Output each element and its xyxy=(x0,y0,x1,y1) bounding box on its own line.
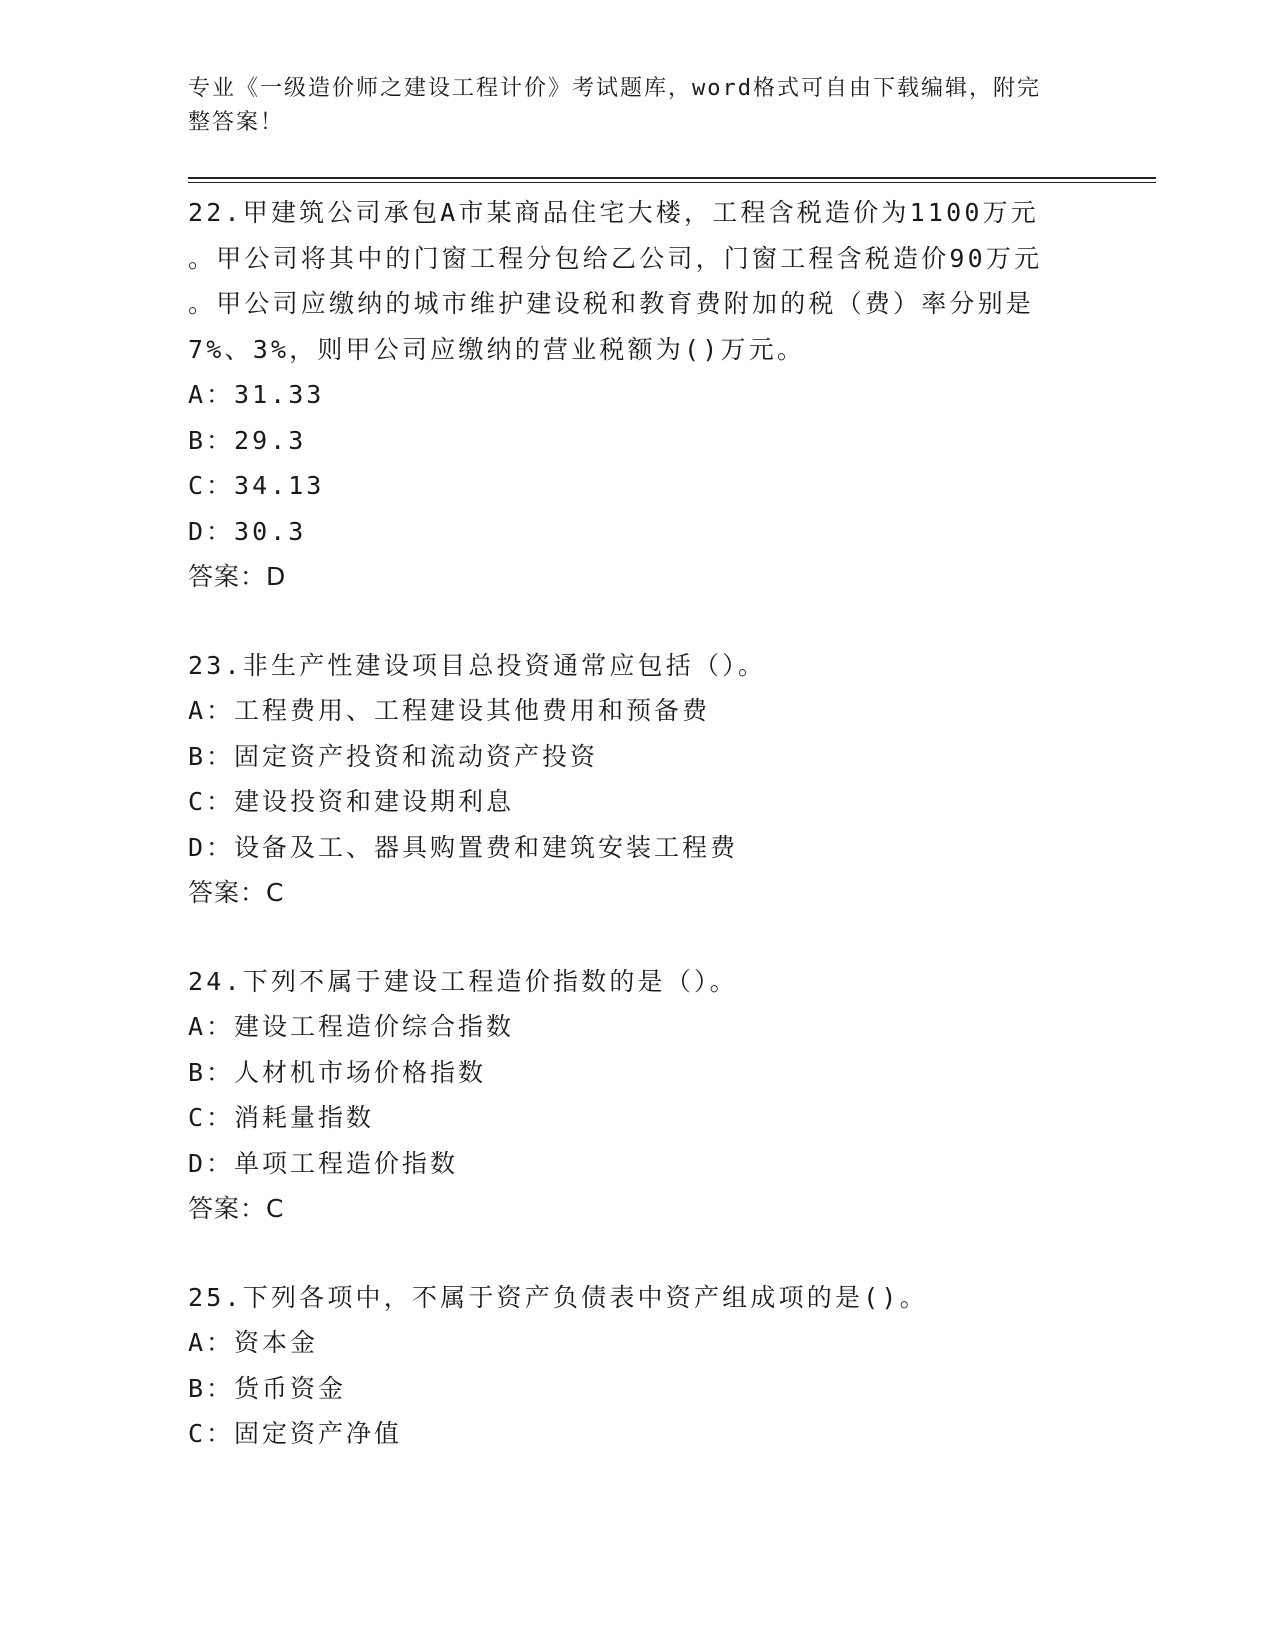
option-b: B：货币资金 xyxy=(188,1373,347,1403)
option-b: B：人材机市场价格指数 xyxy=(188,1057,487,1087)
question-23 xyxy=(188,643,1088,916)
question-25 xyxy=(188,1275,1088,1457)
option-a: A：31.33 xyxy=(188,380,325,409)
question-22 xyxy=(188,190,1088,600)
stem-line: 22.甲建筑公司承包A市某商品住宅大楼，工程含税造价为1100万元 xyxy=(188,198,1040,227)
question-stem xyxy=(188,190,1088,372)
option-a: A：资本金 xyxy=(188,1328,319,1357)
question-stem xyxy=(188,643,1088,689)
option-b: B：29.3 xyxy=(188,425,307,455)
stem-line: 23.非生产性建设项目总投资通常应包括（）。 xyxy=(188,650,767,680)
question-stem xyxy=(188,1275,1088,1321)
stem-line: 7%、3%，则甲公司应缴纳的营业税额为()万元。 xyxy=(188,334,806,364)
header-divider xyxy=(188,177,1156,179)
header-divider-thin xyxy=(188,182,1156,183)
option-b: B：固定资产投资和流动资产投资 xyxy=(188,741,599,771)
answer-text: 答案：C xyxy=(188,1194,285,1223)
option-a: A：建设工程造价综合指数 xyxy=(188,1012,515,1041)
option-c: C：建设投资和建设期利息 xyxy=(188,787,515,816)
header-line: 专业《一级造价师之建设工程计价》考试题库，word格式可自由下载编辑，附完 xyxy=(188,76,1041,101)
stem-line: 。甲公司应缴纳的城市维护建设税和教育费附加的税（费）率分别是 xyxy=(188,289,1035,318)
stem-line: 25.下列各项中，不属于资产负债表中资产组成项的是()。 xyxy=(188,1282,928,1312)
question-24 xyxy=(188,959,1088,1232)
answer-text: 答案：C xyxy=(188,878,285,907)
option-c: C：固定资产净值 xyxy=(188,1419,403,1448)
question-stem xyxy=(188,959,1088,1005)
question-list xyxy=(188,190,1088,1500)
option-a: A：工程费用、工程建设其他费用和预备费 xyxy=(188,696,711,725)
option-d: D：单项工程造价指数 xyxy=(188,1148,459,1178)
stem-line: 。甲公司将其中的门窗工程分包给乙公司，门窗工程含税造价90万元 xyxy=(188,243,1043,273)
header-line: 整答案！ xyxy=(188,110,285,135)
answer-text: 答案：D xyxy=(188,562,287,591)
option-c: C：消耗量指数 xyxy=(188,1103,375,1132)
stem-line: 24.下列不属于建设工程造价指数的是（）。 xyxy=(188,966,738,996)
document-header xyxy=(188,72,1088,140)
option-c: C：34.13 xyxy=(188,471,325,500)
option-d: D：设备及工、器具购置费和建筑安装工程费 xyxy=(188,832,739,862)
option-d: D：30.3 xyxy=(188,516,307,546)
